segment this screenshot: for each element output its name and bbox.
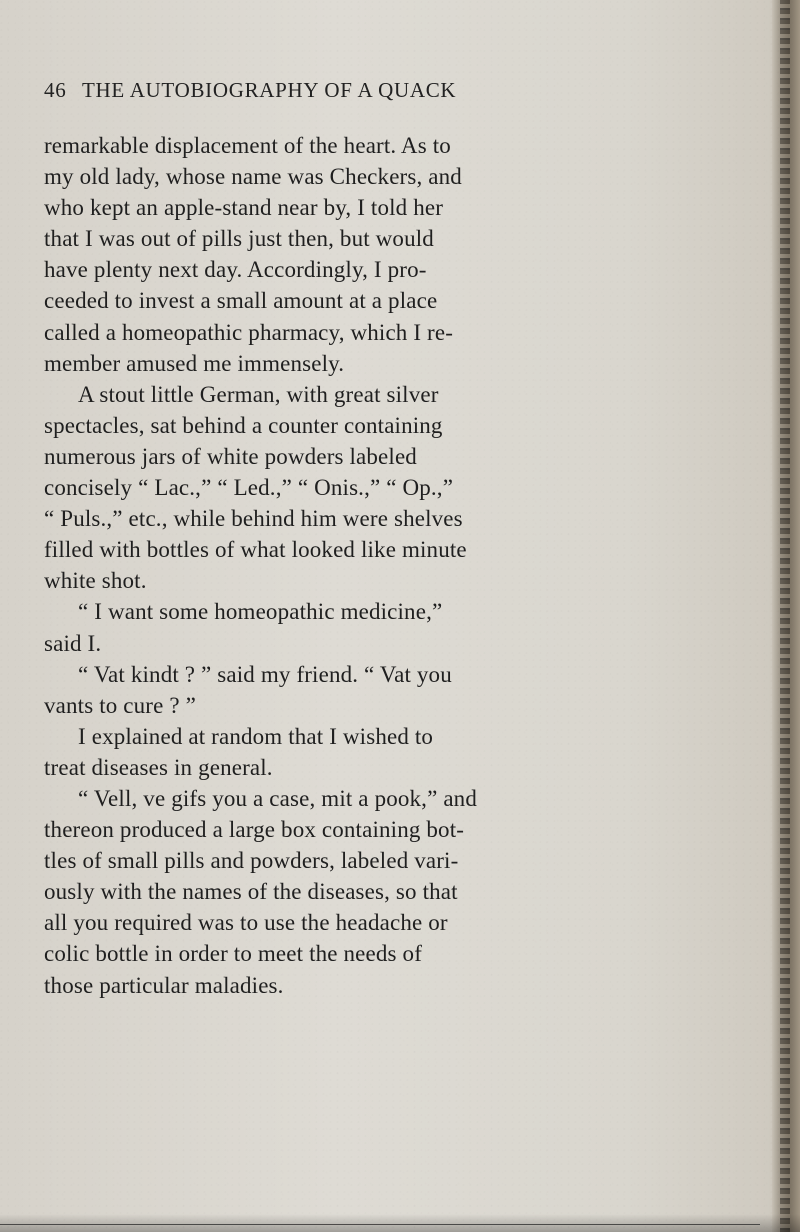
text-line: member amused me immensely.: [44, 350, 345, 376]
text-line: “ Vat kindt ? ” said my friend. “ Vat you: [78, 661, 452, 687]
text-line: have plenty next day. Accordingly, I pro-: [44, 257, 427, 283]
text-line: spectacles, sat behind a counter containing: [44, 412, 443, 438]
text-line: remarkable displacement of the heart. As to: [44, 133, 451, 158]
text-line: called a homeopathic pharmacy, which I re-: [44, 319, 454, 345]
text-line: ceeded to invest a small amount at a place: [44, 288, 438, 314]
running-header: [44, 78, 664, 103]
page-text: [44, 130, 734, 1001]
text-line: ously with the names of the diseases, so that: [44, 879, 458, 905]
text-line: those particular maladies.: [44, 972, 284, 998]
text-line: colic bottle in order to meet the needs of: [44, 941, 423, 967]
text-line: vants to cure ? ”: [44, 692, 196, 718]
text-line: “ I want some homeopathic medicine,”: [78, 599, 443, 625]
text-line: who kept an apple-stand near by, I told her: [44, 195, 444, 221]
text-line: numerous jars of white powders labeled: [44, 443, 417, 469]
text-line: thereon produced a large box containing bot-: [44, 817, 465, 843]
text-line: filled with bottles of what looked like minute: [44, 537, 467, 563]
text-line: I explained at random that I wished to: [78, 723, 434, 749]
text-line: that I was out of pills just then, but would: [44, 226, 434, 252]
text-line: treat diseases in general.: [44, 754, 273, 780]
text-line: my old lady, whose name was Checkers, and: [44, 164, 462, 190]
text-line: tles of small pills and powders, labeled vari-: [44, 848, 459, 874]
page-number: 46: [44, 78, 67, 102]
text-line: all you required was to use the headache or: [44, 910, 448, 936]
text-line: white shot.: [44, 568, 147, 594]
text-line: A stout little German, with great silver: [78, 381, 439, 407]
text-line: “ Vell, ve gifs you a case, mit a pook,” and: [78, 785, 477, 811]
text-line: said I.: [44, 630, 102, 656]
running-head-title: THE AUTOBIOGRAPHY OF A QUACK: [81, 78, 457, 102]
text-line: concisely “ Lac.,” “ Led.,” “ Onis.,” “ Op.,”: [44, 475, 454, 501]
page-edge-shadow: [772, 0, 800, 1232]
page-bottom-shadow: [0, 1214, 800, 1232]
text-line: “ Puls.,” etc., while behind him were shelves: [44, 506, 463, 532]
